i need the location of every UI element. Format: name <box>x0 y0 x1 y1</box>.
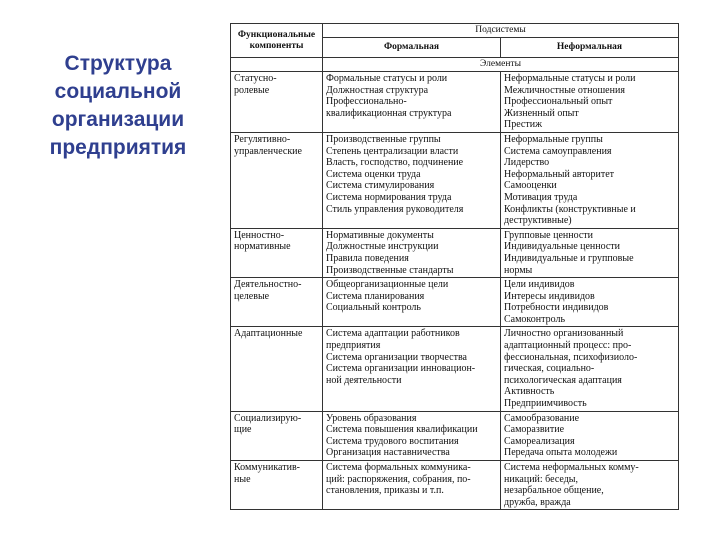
cell-line: Передача опыта молодежи <box>504 447 618 459</box>
cell-line: ролевые <box>234 84 270 96</box>
cell-line: Система трудового воспитания <box>326 435 459 447</box>
cell-line: Активность <box>504 386 555 398</box>
cell-line: целевые <box>234 290 270 302</box>
cell-line: Предприимчивость <box>504 398 587 410</box>
cell-line: ные <box>234 473 251 485</box>
cell-line: Система повышения квалификации <box>326 424 478 436</box>
header-row-subsystems <box>231 24 679 38</box>
cell-line: Система формальных коммуника- <box>326 462 471 473</box>
cell-line: Формальные статусы и роли <box>326 73 448 84</box>
cell-line: нормативные <box>234 241 291 253</box>
cell-line: Степень централизации власти <box>326 145 459 157</box>
cell-line: Система неформальных комму- <box>504 462 639 473</box>
cell-line: Самообразование <box>504 412 580 424</box>
formal-cell <box>323 132 501 228</box>
cell-line: дружба, вражда <box>504 496 571 508</box>
cell-line: Межличностные отношения <box>504 84 625 96</box>
formal-cell <box>323 461 501 510</box>
formal-cell <box>323 327 501 411</box>
informal-cell <box>501 411 679 460</box>
component-cell <box>231 327 323 411</box>
header-subsystems: Подсистемы <box>323 24 679 38</box>
cell-line: Самооценки <box>504 180 557 192</box>
component-cell <box>231 411 323 460</box>
cell-line: Индивидуальные и групповые <box>504 252 634 264</box>
table-row <box>231 132 679 228</box>
component-cell <box>231 278 323 327</box>
cell-line: Саморазвитие <box>504 424 565 436</box>
cell-line: Адаптационные <box>234 328 303 340</box>
cell-line: Система организации творчества <box>326 351 467 363</box>
cell-line: Нормативные документы <box>326 229 434 241</box>
cell-line: ной деятельности <box>326 374 402 386</box>
cell-line: Самореализация <box>504 435 575 447</box>
cell-line: квалификационная структура <box>326 107 452 119</box>
cell-line: Неформальный авторитет <box>504 168 615 180</box>
cell-line: Производственные стандарты <box>326 264 454 276</box>
cell-line: деструктивные) <box>504 215 572 227</box>
cell-line: Групповые ценности <box>504 229 594 241</box>
cell-line: Самоконтроль <box>504 313 566 325</box>
cell-line: фессиональная, психофизиоло- <box>504 351 638 363</box>
component-cell <box>231 132 323 228</box>
cell-line: Лидерство <box>504 157 550 169</box>
cell-line: Система стимулирования <box>326 180 435 192</box>
cell-line: Социализирую- <box>234 412 302 424</box>
formal-cell <box>323 278 501 327</box>
cell-line: Система адаптации работников <box>326 328 460 340</box>
formal-cell <box>323 72 501 133</box>
cell-line: Должностные инструкции <box>326 241 439 253</box>
cell-line: нормы <box>504 264 533 276</box>
formal-cell <box>323 228 501 277</box>
cell-line: незарбальное общение, <box>504 485 604 497</box>
table-row <box>231 278 679 327</box>
table-row <box>231 72 679 133</box>
cell-line: Производственные группы <box>326 133 441 145</box>
cell-line: Потребности индивидов <box>504 302 609 314</box>
cell-line: управленческие <box>234 145 302 157</box>
cell-line: становления, приказы и т.п. <box>326 485 444 497</box>
table-row <box>231 461 679 510</box>
cell-line: Общеорганизационные цели <box>326 279 449 291</box>
cell-line: Правила поведения <box>326 252 409 264</box>
cell-line: Система самоуправления <box>504 145 612 157</box>
cell-line: Профессиональный опыт <box>504 96 613 108</box>
table-row <box>231 228 679 277</box>
cell-line: Индивидуальные ценности <box>504 241 621 253</box>
cell-line: Организация наставничества <box>326 447 450 459</box>
cell-line: Жизненный опыт <box>504 107 579 119</box>
header-elements-spacer <box>231 58 323 72</box>
header-components: Функциональные компоненты <box>231 24 323 58</box>
informal-cell <box>501 327 679 411</box>
cell-line: Власть, господство, подчинение <box>326 157 464 169</box>
cell-line: Система планирования <box>326 290 425 302</box>
cell-line: Деятельностно- <box>234 279 302 291</box>
cell-line: ций: распоряжения, собрания, по- <box>326 473 471 485</box>
cell-line: Мотивация труда <box>504 191 578 203</box>
informal-cell <box>501 132 679 228</box>
header-row-elements <box>231 58 679 72</box>
cell-line: Система оценки труда <box>326 168 421 180</box>
cell-line: гическая, социально- <box>504 363 595 375</box>
cell-line: Неформальные статусы и роли <box>504 73 636 84</box>
table-row <box>231 327 679 411</box>
informal-cell <box>501 228 679 277</box>
cell-line: Неформальные группы <box>504 133 603 145</box>
table-row <box>231 411 679 460</box>
social-structure-table <box>230 23 679 510</box>
informal-cell <box>501 461 679 510</box>
cell-line: Коммуникатив- <box>234 462 301 473</box>
cell-line: щие <box>234 424 252 436</box>
cell-line: Ценностно- <box>234 229 285 241</box>
cell-line: Статусно- <box>234 73 277 84</box>
slide-title: Структура социальной организации предприятия <box>49 52 187 159</box>
cell-line: Система организации инновацион- <box>326 363 476 375</box>
cell-line: Система нормирования труда <box>326 191 452 203</box>
cell-line: Профессионально- <box>326 96 407 108</box>
header-elements: Элементы <box>323 58 679 72</box>
cell-line: Уровень образования <box>326 412 417 424</box>
cell-line: адаптационный процесс: про- <box>504 340 632 352</box>
cell-line: никаций: беседы, <box>504 473 578 485</box>
cell-line: Стиль управления руководителя <box>326 203 464 215</box>
cell-line: Интересы индивидов <box>504 290 595 302</box>
cell-line: Престиж <box>504 119 542 131</box>
cell-line: предприятия <box>326 340 381 352</box>
component-cell <box>231 461 323 510</box>
component-cell <box>231 228 323 277</box>
informal-cell <box>501 72 679 133</box>
header-informal: Неформальная <box>501 38 679 58</box>
cell-line: Конфликты (конструктивные и <box>504 203 636 215</box>
formal-cell <box>323 411 501 460</box>
cell-line: Регулятивно- <box>234 133 291 145</box>
cell-line: Должностная структура <box>326 84 429 96</box>
cell-line: Личностно организованный <box>504 328 624 340</box>
header-formal: Формальная <box>323 38 501 58</box>
component-cell <box>231 72 323 133</box>
cell-line: психологическая адаптация <box>504 374 622 386</box>
cell-line: Цели индивидов <box>504 279 575 291</box>
cell-line: Социальный контроль <box>326 302 421 314</box>
informal-cell <box>501 278 679 327</box>
